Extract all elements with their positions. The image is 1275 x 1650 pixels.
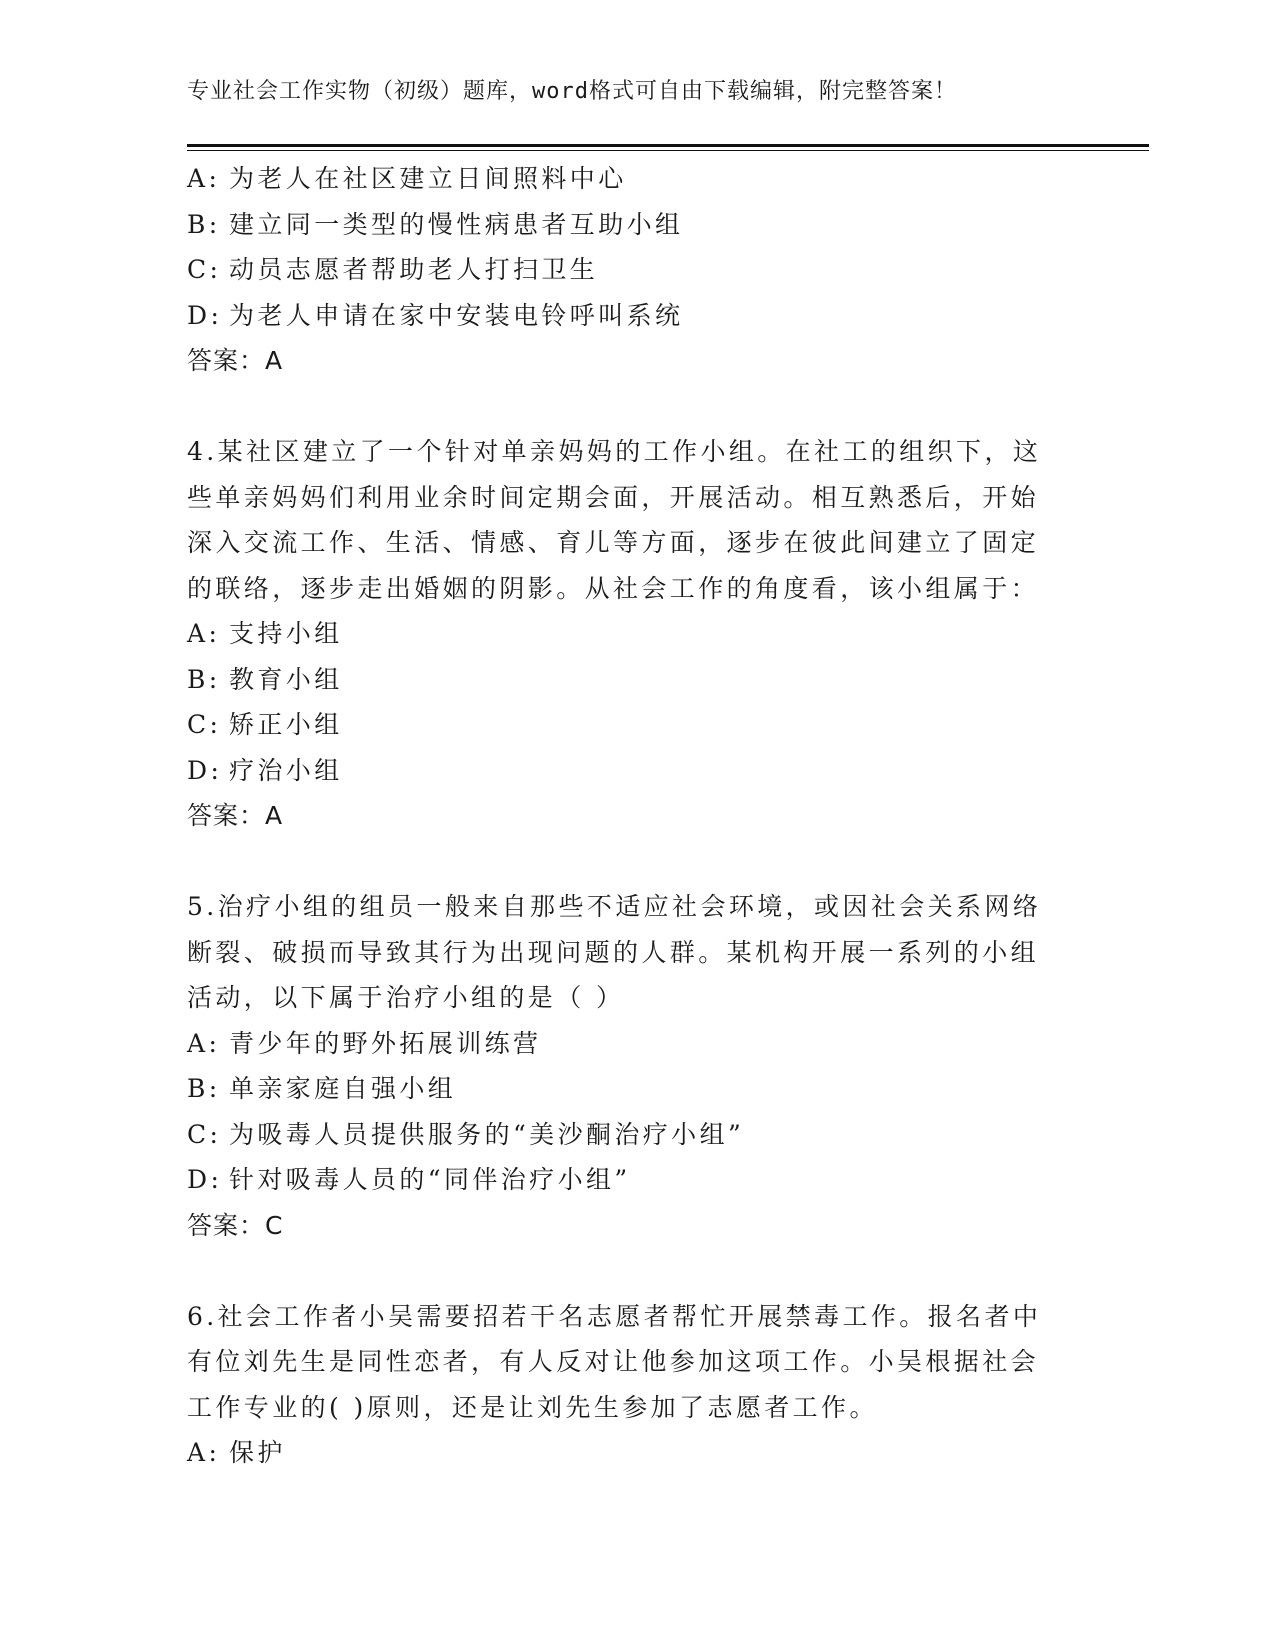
option-letter: A: <box>187 1438 221 1467</box>
option-letter: C: <box>187 255 222 284</box>
question-text-line: 断裂、破损而导致其行为出现问题的人群。某机构开展一系列的小组 <box>187 937 1040 967</box>
option-text: 支持小组 <box>229 619 343 648</box>
question-5 <box>187 884 1067 1248</box>
option-text: 教育小组 <box>229 664 343 694</box>
option-a <box>187 1430 1067 1476</box>
option-letter: B: <box>187 664 221 694</box>
answer-line: 答案：A <box>187 346 284 375</box>
option-text: 为吸毒人员提供服务的“美沙酮治疗小组” <box>229 1119 745 1149</box>
question-text-line: 有位刘先生是同性恋者，有人反对让他参加这项工作。小吴根据社会 <box>187 1347 1040 1376</box>
question-text-line: 的联络，逐步走出婚姻的阴影。从社会工作的角度看，该小组属于： <box>187 573 1040 603</box>
spacer <box>187 384 1067 430</box>
option-d <box>187 748 1067 794</box>
option-letter: B: <box>187 1074 221 1103</box>
option-letter: A: <box>187 1028 221 1058</box>
answer-line: 答案：C <box>187 1210 284 1240</box>
option-text: 疗治小组 <box>229 755 343 785</box>
option-d <box>187 293 1067 339</box>
option-d <box>187 1157 1067 1203</box>
option-a <box>187 1021 1067 1067</box>
option-text: 为老人在社区建立日间照料中心 <box>229 164 627 193</box>
question-text-line: 深入交流工作、生活、情感、育儿等方面，逐步在彼此间建立了固定 <box>187 528 1040 557</box>
question-text-line: 些单亲妈妈们利用业余时间定期会面，开展活动。相互熟悉后，开始 <box>187 482 1040 512</box>
option-letter: C: <box>187 1119 222 1149</box>
option-letter: D: <box>187 1165 223 1194</box>
question-text-line: 活动，以下属于治疗小组的是（ ） <box>187 983 625 1012</box>
option-c <box>187 247 1067 293</box>
option-text: 针对吸毒人员的“同伴治疗小组” <box>229 1165 631 1194</box>
option-letter: C: <box>187 710 222 739</box>
option-text: 矫正小组 <box>229 710 343 739</box>
option-b <box>187 657 1067 703</box>
question-text-line: 5.治疗小组的组员一般来自那些不适应社会环境，或因社会关系网络 <box>187 892 1042 921</box>
option-b <box>187 1066 1067 1112</box>
option-text: 保护 <box>229 1438 286 1467</box>
question-text-line: 工作专业的( )原则，还是让刘先生参加了志愿者工作。 <box>187 1392 878 1422</box>
option-text: 动员志愿者帮助老人打扫卫生 <box>229 255 599 284</box>
spacer <box>187 839 1067 885</box>
option-letter: D: <box>187 755 223 785</box>
question-3 <box>187 156 1067 384</box>
question-text-line: 4.某社区建立了一个针对单亲妈妈的工作小组。在社工的组织下，这 <box>187 437 1042 466</box>
header-divider <box>187 144 1149 147</box>
question-6 <box>187 1294 1067 1476</box>
option-text: 建立同一类型的慢性病患者互助小组 <box>229 209 684 239</box>
option-letter: A: <box>187 164 221 193</box>
page-header-title: 专业社会工作实物（初级）题库，word格式可自由下载编辑，附完整答案！ <box>187 79 957 104</box>
option-c <box>187 1112 1067 1158</box>
option-a <box>187 156 1067 202</box>
option-letter: D: <box>187 300 223 330</box>
question-text-line: 6.社会工作者小吴需要招若干名志愿者帮忙开展禁毒工作。报名者中 <box>187 1301 1042 1331</box>
question-content <box>187 156 1067 1476</box>
option-letter: A: <box>187 619 221 648</box>
question-4 <box>187 429 1067 839</box>
option-text: 单亲家庭自强小组 <box>229 1074 457 1103</box>
option-text: 青少年的野外拓展训练营 <box>229 1028 542 1058</box>
spacer <box>187 1248 1067 1294</box>
option-letter: B: <box>187 209 221 239</box>
option-a <box>187 611 1067 657</box>
option-text: 为老人申请在家中安装电铃呼叫系统 <box>229 300 684 330</box>
option-b <box>187 202 1067 248</box>
option-c <box>187 702 1067 748</box>
answer-line: 答案：A <box>187 801 284 830</box>
